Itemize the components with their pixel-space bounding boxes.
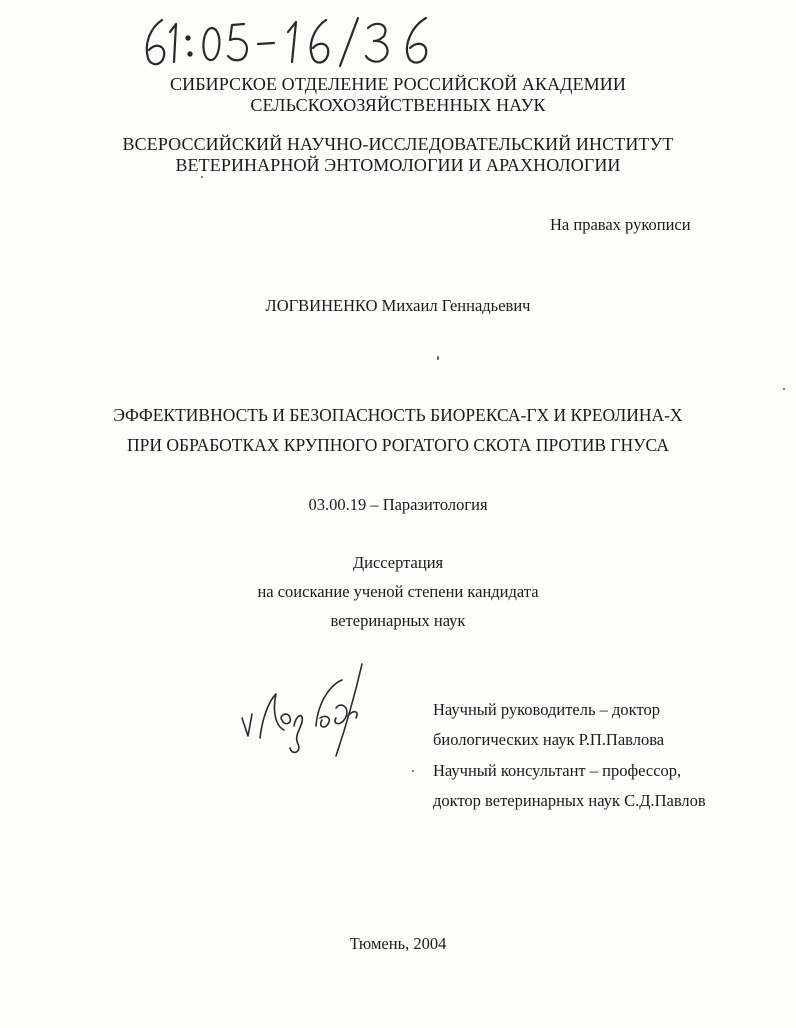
consultant-line2: доктор ветеринарных наук С.Д.Павлов	[433, 791, 706, 810]
scan-speck	[201, 176, 203, 178]
archive-number-handwriting	[140, 10, 450, 72]
scan-speck	[437, 356, 439, 360]
consultant-line1: Научный консультант – профессор,	[433, 761, 682, 780]
supervisor-line1: Научный руководитель – доктор	[433, 700, 660, 719]
degree-line: на соискание ученой степени кандидата	[257, 582, 539, 601]
institute-name-line2: ВЕТЕРИНАРНОЙ ЭНТОМОЛОГИИ И АРАХНОЛОГИИ	[175, 155, 621, 175]
dissertation-title-line1: ЭФФЕКТИВНОСТЬ И БЕЗОПАСНОСТЬ БИОРЕКСА-ГХ И КРЕОЛИНА-Х	[113, 405, 683, 425]
manuscript-rights: На правах рукописи	[550, 215, 691, 234]
dissertation-title-line2: ПРИ ОБРАБОТКАХ КРУПНОГО РОГАТОГО СКОТА ПРОТИВ ГНУСА	[127, 435, 669, 455]
author-name: ЛОГВИНЕНКО Михаил Геннадьевич	[265, 296, 531, 315]
city-year: Тюмень, 2004	[349, 934, 447, 953]
dissertation-label: Диссертация	[352, 553, 444, 572]
org-name-line1: СИБИРСКОЕ ОТДЕЛЕНИЕ РОССИЙСКОЙ АКАДЕМИИ	[170, 74, 626, 94]
scan-speck	[412, 770, 414, 772]
author-signature	[232, 660, 377, 760]
specialty-code: 03.00.19 – Паразитология	[308, 495, 488, 514]
org-name-line2: СЕЛЬСКОХОЗЯЙСТВЕННЫХ НАУК	[250, 95, 546, 115]
institute-name-line1: ВСЕРОССИЙСКИЙ НАУЧНО-ИССЛЕДОВАТЕЛЬСКИЙ ИНСТИТУТ	[122, 134, 674, 154]
scan-speck	[783, 388, 785, 390]
supervisor-line2: биологических наук Р.П.Павлова	[433, 730, 665, 749]
science-field: ветеринарных наук	[330, 611, 466, 630]
